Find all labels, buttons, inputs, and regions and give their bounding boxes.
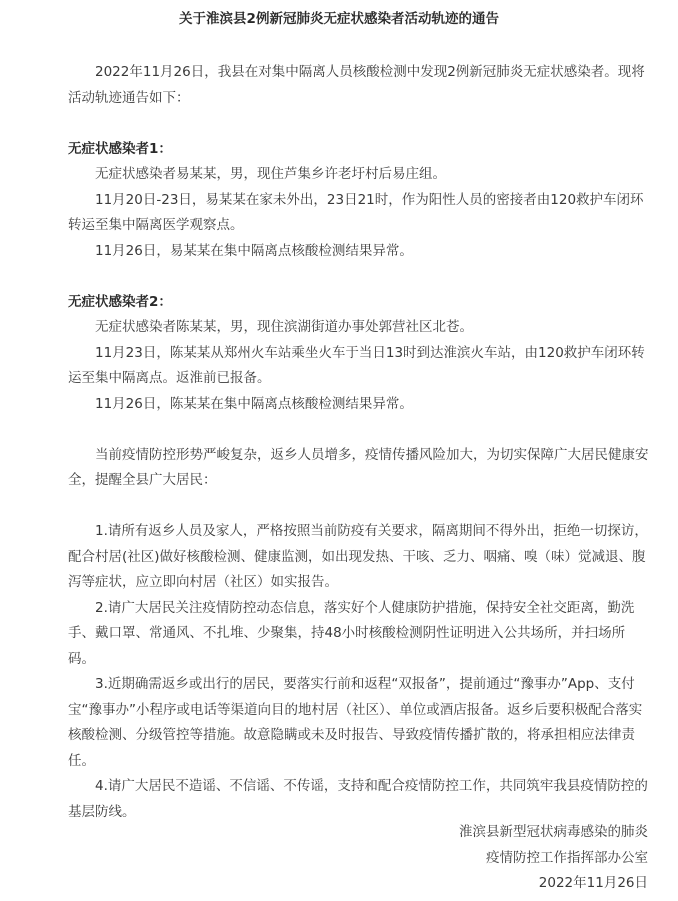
notice-title: 关于淮滨县2例新冠肺炎无症状感染者活动轨迹的通告 [179, 11, 499, 27]
case2-line: 无症状感染者陈某某，男，现住滨湖街道办事处郭营社区北苍。 [95, 319, 473, 335]
case1-line: 11月20日-23日，易某某在家未外出，23日21时，作为阳性人员的密接者由120救护车闭环转运至集中隔离医学观察点。 [68, 191, 644, 233]
issuer-name-line1: 淮滨县新型冠状病毒感染的肺炎 [459, 824, 648, 840]
notice-item: 4.请广大居民不造谣、不信谣、不传谣，支持和配合疫情防控工作，共同筑牢我县疫情防控的基层防线。 [68, 778, 648, 820]
issue-date: 2022年11月26日 [538, 875, 648, 891]
case1-line: 无症状感染者易某某，男，现住芦集乡许老圩村后易庄组。 [95, 166, 446, 182]
intro-paragraph: 2022年11月26日，我县在对集中隔离人员核酸检测中发现2例新冠肺炎无症状感染者。现将活动轨迹通告如下： [68, 64, 645, 106]
case1-heading: 无症状感染者1： [68, 140, 172, 157]
signature-block [459, 820, 648, 897]
notice-item: 3.近期确需返乡或出行的居民，要落实行前和返程“双报备”，提前通过“豫事办”App、支付宝“豫事办”小程序或电话等渠道向目的地村居（社区）、单位或酒店报备。返乡后要积极配合落实核酸检测、分级管控等措施。故意隐瞒或未及时报告、导致疫情传播扩散的，将承担相应法律责任。 [68, 676, 643, 769]
spacer [68, 494, 650, 520]
case1-line: 11月26日，易某某在集中隔离点核酸检测结果异常。 [95, 242, 413, 259]
issuer-name-line2: 疫情防控工作指挥部办公室 [486, 849, 648, 866]
notice-item: 1.请所有返乡人员及家人，严格按照当前防疫有关要求，隔离期间不得外出，拒绝一切探访，配合村居(社区)做好核酸检测、健康监测，如出现发热、干咳、乏力、咽痛、嗅（味）觉减退、腹泻等症状，应立即向村居（社区）如实报告。 [68, 523, 648, 590]
notice-item: 2.请广大居民关注疫情防控动态信息，落实好个人健康防护措施，保持安全社交距离，勤洗手、戴口罩、常通风、不扎堆、少聚集，持48小时核酸检测阴性证明进入公共场所，并扫场所码。 [68, 599, 635, 667]
case2-line: 11月26日，陈某某在集中隔离点核酸检测结果异常。 [95, 395, 413, 412]
spacer [68, 264, 650, 290]
case2-heading: 无症状感染者2： [68, 293, 172, 310]
reminder-paragraph: 当前疫情防控形势严峻复杂，返乡人员增多，疫情传播风险加大，为切实保障广大居民健康安全，提醒全县广大居民： [68, 446, 649, 488]
spacer [68, 417, 650, 443]
case2-line: 11月23日，陈某某从郑州火车站乘坐火车于当日13时到达淮滨火车站，由120救护车闭环转运至集中隔离点。返淮前已报备。 [68, 344, 645, 386]
notice-body [68, 60, 650, 825]
spacer [68, 111, 650, 137]
